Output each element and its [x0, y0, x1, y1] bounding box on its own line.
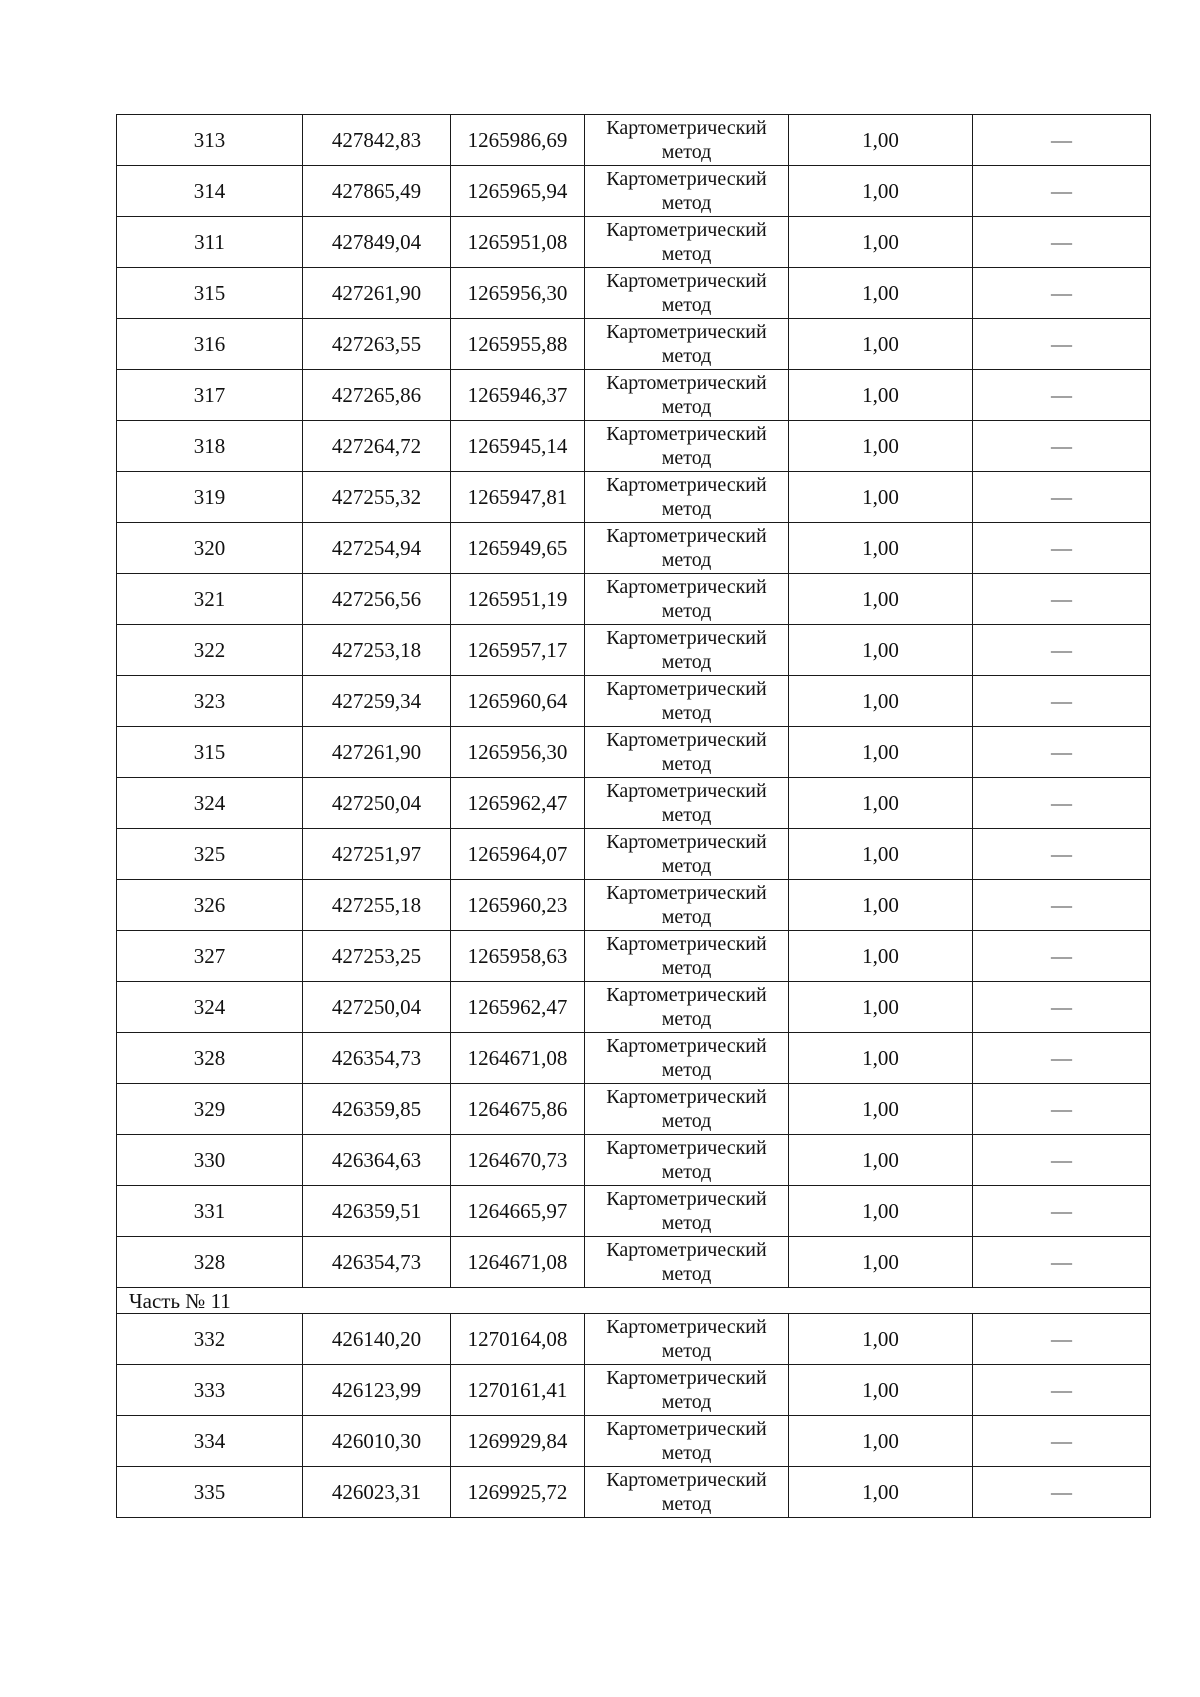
y-coordinate-cell: 1265945,14 [451, 421, 585, 472]
description-cell: — [973, 1416, 1151, 1467]
y-coordinate-cell: 1265955,88 [451, 319, 585, 370]
method-cell: Картометрический метод [585, 1135, 789, 1186]
table-row [117, 1084, 1151, 1135]
x-coordinate-cell: 426364,63 [303, 1135, 451, 1186]
accuracy-cell: 1,00 [789, 472, 973, 523]
table-row [117, 523, 1151, 574]
accuracy-cell: 1,00 [789, 115, 973, 166]
point-number-cell: 326 [117, 880, 303, 931]
method-cell: Картометрический метод [585, 217, 789, 268]
table-row [117, 727, 1151, 778]
point-number-cell: 329 [117, 1084, 303, 1135]
accuracy-cell: 1,00 [789, 523, 973, 574]
point-number-cell: 323 [117, 676, 303, 727]
y-coordinate-cell: 1264675,86 [451, 1084, 585, 1135]
description-cell: — [973, 319, 1151, 370]
accuracy-cell: 1,00 [789, 829, 973, 880]
x-coordinate-cell: 427261,90 [303, 268, 451, 319]
x-coordinate-cell: 427259,34 [303, 676, 451, 727]
table-row [117, 574, 1151, 625]
table-row [117, 319, 1151, 370]
x-coordinate-cell: 427255,32 [303, 472, 451, 523]
table-row [117, 880, 1151, 931]
table-row [117, 1467, 1151, 1518]
y-coordinate-cell: 1265962,47 [451, 778, 585, 829]
method-cell: Картометрический метод [585, 166, 789, 217]
method-cell: Картометрический метод [585, 982, 789, 1033]
method-cell: Картометрический метод [585, 727, 789, 778]
description-cell: — [973, 982, 1151, 1033]
point-number-cell: 314 [117, 166, 303, 217]
accuracy-cell: 1,00 [789, 268, 973, 319]
method-cell: Картометрический метод [585, 1084, 789, 1135]
y-coordinate-cell: 1265964,07 [451, 829, 585, 880]
x-coordinate-cell: 427865,49 [303, 166, 451, 217]
x-coordinate-cell: 426123,99 [303, 1365, 451, 1416]
y-coordinate-cell: 1264671,08 [451, 1033, 585, 1084]
point-number-cell: 318 [117, 421, 303, 472]
x-coordinate-cell: 427256,56 [303, 574, 451, 625]
description-cell: — [973, 829, 1151, 880]
description-cell: — [973, 523, 1151, 574]
description-cell: — [973, 931, 1151, 982]
point-number-cell: 319 [117, 472, 303, 523]
x-coordinate-cell: 427264,72 [303, 421, 451, 472]
method-cell: Картометрический метод [585, 115, 789, 166]
description-cell: — [973, 1237, 1151, 1288]
table-row [117, 1033, 1151, 1084]
description-cell: — [973, 1033, 1151, 1084]
point-number-cell: 335 [117, 1467, 303, 1518]
accuracy-cell: 1,00 [789, 1237, 973, 1288]
description-cell: — [973, 880, 1151, 931]
table-row [117, 931, 1151, 982]
description-cell: — [973, 421, 1151, 472]
method-cell: Картометрический метод [585, 523, 789, 574]
y-coordinate-cell: 1264671,08 [451, 1237, 585, 1288]
description-cell: — [973, 1467, 1151, 1518]
point-number-cell: 334 [117, 1416, 303, 1467]
accuracy-cell: 1,00 [789, 1186, 973, 1237]
table-row [117, 676, 1151, 727]
table-row [117, 1135, 1151, 1186]
x-coordinate-cell: 427849,04 [303, 217, 451, 268]
table-row [117, 115, 1151, 166]
y-coordinate-cell: 1269929,84 [451, 1416, 585, 1467]
x-coordinate-cell: 427265,86 [303, 370, 451, 421]
description-cell: — [973, 676, 1151, 727]
accuracy-cell: 1,00 [789, 676, 973, 727]
method-cell: Картометрический метод [585, 1467, 789, 1518]
accuracy-cell: 1,00 [789, 880, 973, 931]
accuracy-cell: 1,00 [789, 1314, 973, 1365]
y-coordinate-cell: 1265965,94 [451, 166, 585, 217]
description-cell: — [973, 778, 1151, 829]
point-number-cell: 324 [117, 778, 303, 829]
description-cell: — [973, 1314, 1151, 1365]
coordinates-table [116, 114, 1151, 1518]
y-coordinate-cell: 1265957,17 [451, 625, 585, 676]
point-number-cell: 315 [117, 268, 303, 319]
accuracy-cell: 1,00 [789, 421, 973, 472]
description-cell: — [973, 574, 1151, 625]
description-cell: — [973, 1365, 1151, 1416]
y-coordinate-cell: 1265947,81 [451, 472, 585, 523]
y-coordinate-cell: 1265949,65 [451, 523, 585, 574]
y-coordinate-cell: 1265956,30 [451, 268, 585, 319]
accuracy-cell: 1,00 [789, 574, 973, 625]
accuracy-cell: 1,00 [789, 1135, 973, 1186]
accuracy-cell: 1,00 [789, 217, 973, 268]
method-cell: Картометрический метод [585, 268, 789, 319]
y-coordinate-cell: 1265960,64 [451, 676, 585, 727]
method-cell: Картометрический метод [585, 421, 789, 472]
method-cell: Картометрический метод [585, 778, 789, 829]
x-coordinate-cell: 426010,30 [303, 1416, 451, 1467]
accuracy-cell: 1,00 [789, 1084, 973, 1135]
point-number-cell: 330 [117, 1135, 303, 1186]
point-number-cell: 320 [117, 523, 303, 574]
accuracy-cell: 1,00 [789, 982, 973, 1033]
accuracy-cell: 1,00 [789, 778, 973, 829]
point-number-cell: 322 [117, 625, 303, 676]
point-number-cell: 333 [117, 1365, 303, 1416]
x-coordinate-cell: 427250,04 [303, 778, 451, 829]
y-coordinate-cell: 1264670,73 [451, 1135, 585, 1186]
point-number-cell: 327 [117, 931, 303, 982]
table-row [117, 268, 1151, 319]
point-number-cell: 321 [117, 574, 303, 625]
description-cell: — [973, 370, 1151, 421]
method-cell: Картометрический метод [585, 574, 789, 625]
x-coordinate-cell: 426354,73 [303, 1237, 451, 1288]
table-row [117, 421, 1151, 472]
point-number-cell: 313 [117, 115, 303, 166]
point-number-cell: 324 [117, 982, 303, 1033]
y-coordinate-cell: 1265958,63 [451, 931, 585, 982]
method-cell: Картометрический метод [585, 1033, 789, 1084]
x-coordinate-cell: 427253,18 [303, 625, 451, 676]
x-coordinate-cell: 427263,55 [303, 319, 451, 370]
x-coordinate-cell: 427261,90 [303, 727, 451, 778]
method-cell: Картометрический метод [585, 880, 789, 931]
point-number-cell: 311 [117, 217, 303, 268]
x-coordinate-cell: 427251,97 [303, 829, 451, 880]
method-cell: Картометрический метод [585, 676, 789, 727]
table-row [117, 778, 1151, 829]
x-coordinate-cell: 426359,85 [303, 1084, 451, 1135]
point-number-cell: 316 [117, 319, 303, 370]
table-row [117, 1314, 1151, 1365]
y-coordinate-cell: 1265986,69 [451, 115, 585, 166]
point-number-cell: 328 [117, 1033, 303, 1084]
y-coordinate-cell: 1270161,41 [451, 1365, 585, 1416]
method-cell: Картометрический метод [585, 370, 789, 421]
x-coordinate-cell: 427253,25 [303, 931, 451, 982]
accuracy-cell: 1,00 [789, 625, 973, 676]
point-number-cell: 332 [117, 1314, 303, 1365]
x-coordinate-cell: 427255,18 [303, 880, 451, 931]
table-row [117, 166, 1151, 217]
y-coordinate-cell: 1265956,30 [451, 727, 585, 778]
x-coordinate-cell: 427254,94 [303, 523, 451, 574]
x-coordinate-cell: 426359,51 [303, 1186, 451, 1237]
table-row [117, 1186, 1151, 1237]
section-title: Часть № 11 [117, 1288, 1151, 1314]
table-body [117, 115, 1151, 1518]
method-cell: Картометрический метод [585, 625, 789, 676]
table-row [117, 829, 1151, 880]
method-cell: Картометрический метод [585, 1237, 789, 1288]
description-cell: — [973, 115, 1151, 166]
description-cell: — [973, 472, 1151, 523]
table-row [117, 370, 1151, 421]
description-cell: — [973, 217, 1151, 268]
table-row [117, 472, 1151, 523]
accuracy-cell: 1,00 [789, 166, 973, 217]
table-row [117, 982, 1151, 1033]
description-cell: — [973, 268, 1151, 319]
x-coordinate-cell: 427250,04 [303, 982, 451, 1033]
table-row [117, 217, 1151, 268]
point-number-cell: 317 [117, 370, 303, 421]
description-cell: — [973, 1084, 1151, 1135]
table-row [117, 1237, 1151, 1288]
method-cell: Картометрический метод [585, 472, 789, 523]
y-coordinate-cell: 1265951,19 [451, 574, 585, 625]
method-cell: Картометрический метод [585, 829, 789, 880]
y-coordinate-cell: 1265960,23 [451, 880, 585, 931]
y-coordinate-cell: 1269925,72 [451, 1467, 585, 1518]
x-coordinate-cell: 426140,20 [303, 1314, 451, 1365]
description-cell: — [973, 1135, 1151, 1186]
y-coordinate-cell: 1270164,08 [451, 1314, 585, 1365]
accuracy-cell: 1,00 [789, 1416, 973, 1467]
accuracy-cell: 1,00 [789, 1467, 973, 1518]
accuracy-cell: 1,00 [789, 1365, 973, 1416]
table-row [117, 1365, 1151, 1416]
section-header-row [117, 1288, 1151, 1314]
table-row [117, 1416, 1151, 1467]
description-cell: — [973, 166, 1151, 217]
table-row [117, 625, 1151, 676]
method-cell: Картометрический метод [585, 1314, 789, 1365]
x-coordinate-cell: 426354,73 [303, 1033, 451, 1084]
accuracy-cell: 1,00 [789, 370, 973, 421]
description-cell: — [973, 1186, 1151, 1237]
accuracy-cell: 1,00 [789, 319, 973, 370]
point-number-cell: 328 [117, 1237, 303, 1288]
accuracy-cell: 1,00 [789, 1033, 973, 1084]
point-number-cell: 315 [117, 727, 303, 778]
y-coordinate-cell: 1265951,08 [451, 217, 585, 268]
y-coordinate-cell: 1265962,47 [451, 982, 585, 1033]
x-coordinate-cell: 427842,83 [303, 115, 451, 166]
method-cell: Картометрический метод [585, 1365, 789, 1416]
x-coordinate-cell: 426023,31 [303, 1467, 451, 1518]
y-coordinate-cell: 1264665,97 [451, 1186, 585, 1237]
method-cell: Картометрический метод [585, 1186, 789, 1237]
description-cell: — [973, 625, 1151, 676]
point-number-cell: 325 [117, 829, 303, 880]
accuracy-cell: 1,00 [789, 727, 973, 778]
description-cell: — [973, 727, 1151, 778]
point-number-cell: 331 [117, 1186, 303, 1237]
method-cell: Картометрический метод [585, 931, 789, 982]
accuracy-cell: 1,00 [789, 931, 973, 982]
method-cell: Картометрический метод [585, 319, 789, 370]
method-cell: Картометрический метод [585, 1416, 789, 1467]
y-coordinate-cell: 1265946,37 [451, 370, 585, 421]
